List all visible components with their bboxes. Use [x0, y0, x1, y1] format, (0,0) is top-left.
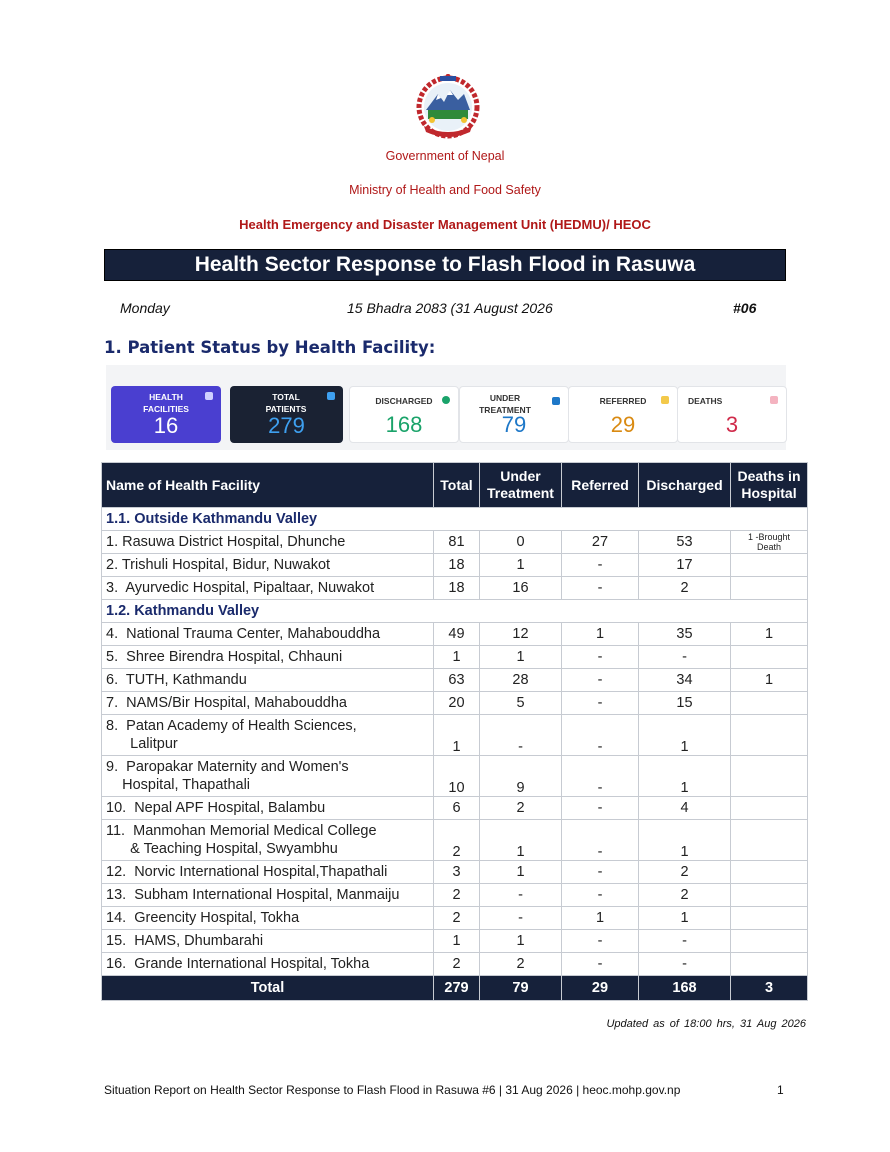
table-row	[102, 623, 808, 646]
card-under-treatment	[459, 386, 569, 443]
table-row	[102, 797, 808, 820]
cell-discharged: 17	[639, 554, 731, 577]
table-row	[102, 692, 808, 715]
cell-discharged: 1	[639, 715, 731, 756]
cell-under: -	[480, 884, 562, 907]
col-header-deaths: Deaths in Hospital	[731, 463, 808, 508]
card-label: HEALTH FACILITIES	[143, 392, 189, 414]
patients-icon	[327, 392, 335, 400]
cell-total: 6	[434, 797, 480, 820]
cell-name: 11. Manmohan Memorial Medical College & Teaching Hospital, Swyambhu	[102, 820, 434, 861]
cell-referred: 1	[562, 623, 639, 646]
cell-total: 2	[434, 953, 480, 976]
cell-total: 18	[434, 554, 480, 577]
cell-total: 2	[434, 884, 480, 907]
nepal-emblem-logo	[410, 74, 486, 140]
cell-total: 63	[434, 669, 480, 692]
col-header-under-treatment: Under Treatment	[480, 463, 562, 508]
cell-total: 20	[434, 692, 480, 715]
cell-referred: -	[562, 669, 639, 692]
cell-referred: 1	[562, 907, 639, 930]
card-label: TOTAL PATIENTS	[265, 392, 307, 414]
table-row	[102, 820, 808, 861]
cell-referred: -	[562, 861, 639, 884]
cell-deaths	[731, 930, 808, 953]
card-deaths	[677, 386, 787, 443]
cell-discharged: 34	[639, 669, 731, 692]
cell-discharged: 35	[639, 623, 731, 646]
cell-under: 16	[480, 577, 562, 600]
check-icon	[442, 396, 450, 404]
government-heading: Government of Nepal	[385, 149, 505, 163]
table-row	[102, 861, 808, 884]
cell-deaths	[731, 820, 808, 861]
section-row	[102, 508, 808, 531]
page-number: 1	[777, 1083, 784, 1097]
total-deaths: 3	[731, 976, 808, 1001]
page-footer: Situation Report on Health Sector Response to Flash Flood in Rasuwa #6 | 31 Aug 2026 | heoc.mohp.gov.np	[104, 1083, 681, 1097]
cell-discharged: 2	[639, 861, 731, 884]
cell-name: 2. Trishuli Hospital, Bidur, Nuwakot	[102, 554, 434, 577]
cell-discharged: 4	[639, 797, 731, 820]
col-header-total: Total	[434, 463, 480, 508]
section-title-cell: 1.2. Kathmandu Valley	[102, 600, 808, 623]
cell-deaths	[731, 861, 808, 884]
cell-deaths	[731, 646, 808, 669]
cell-referred: -	[562, 756, 639, 797]
cell-under: 12	[480, 623, 562, 646]
patient-status-table	[101, 462, 808, 1001]
cell-deaths	[731, 554, 808, 577]
building-icon	[205, 392, 213, 400]
table-row	[102, 577, 808, 600]
card-value: 79	[501, 412, 527, 437]
cell-under: 1	[480, 930, 562, 953]
card-value: 279	[268, 413, 305, 438]
cell-discharged: 1	[639, 820, 731, 861]
card-health-facilities	[111, 386, 221, 443]
unit-heading: Health Emergency and Disaster Management Unit (HEDMU)/ HEOC	[239, 217, 651, 232]
section-title-cell: 1.1. Outside Kathmandu Valley	[102, 508, 808, 531]
cell-total: 49	[434, 623, 480, 646]
col-header-referred: Referred	[562, 463, 639, 508]
cell-name: 10. Nepal APF Hospital, Balambu	[102, 797, 434, 820]
table-body	[102, 508, 808, 1001]
total-label: Total	[102, 976, 434, 1001]
cell-under: 5	[480, 692, 562, 715]
cell-name: 12. Norvic International Hospital,Thapathali	[102, 861, 434, 884]
cell-total: 2	[434, 907, 480, 930]
total-under-treatment: 79	[480, 976, 562, 1001]
cell-under: 2	[480, 953, 562, 976]
report-title-banner: Health Sector Response to Flash Flood in Rasuwa	[104, 249, 786, 281]
card-referred	[568, 386, 678, 443]
cell-name: 13. Subham International Hospital, Manmaiju	[102, 884, 434, 907]
cell-referred: -	[562, 930, 639, 953]
cell-name: 8. Patan Academy of Health Sciences, Lalitpur	[102, 715, 434, 756]
cell-total: 18	[434, 577, 480, 600]
cell-discharged: -	[639, 646, 731, 669]
referral-icon	[661, 396, 669, 404]
cell-total: 3	[434, 861, 480, 884]
cell-name: 6. TUTH, Kathmandu	[102, 669, 434, 692]
cell-discharged: -	[639, 930, 731, 953]
cell-under: -	[480, 907, 562, 930]
cell-referred: -	[562, 715, 639, 756]
card-discharged	[349, 386, 459, 443]
report-number: #06	[733, 300, 757, 316]
table-row	[102, 884, 808, 907]
table-header-row	[102, 463, 808, 508]
cell-name: 15. HAMS, Dhumbarahi	[102, 930, 434, 953]
cell-discharged: 1	[639, 907, 731, 930]
table-row	[102, 756, 808, 797]
cell-under: 1	[480, 646, 562, 669]
card-value: 16	[153, 413, 179, 438]
card-label: DISCHARGED	[375, 396, 433, 406]
table-row	[102, 953, 808, 976]
updated-note: Updated as of 18:00 hrs, 31 Aug 2026	[606, 1018, 806, 1030]
col-header-discharged: Discharged	[639, 463, 731, 508]
cell-deaths	[731, 715, 808, 756]
cell-discharged: 53	[639, 531, 731, 554]
cell-deaths: 1 -Brought Death	[731, 531, 808, 554]
table-row	[102, 554, 808, 577]
cell-total: 1	[434, 646, 480, 669]
cell-deaths	[731, 577, 808, 600]
cell-total: 10	[434, 756, 480, 797]
cell-under: 1	[480, 554, 562, 577]
cell-total: 81	[434, 531, 480, 554]
cell-name: 4. National Trauma Center, Mahabouddha	[102, 623, 434, 646]
cell-deaths	[731, 797, 808, 820]
summary-cards	[106, 365, 786, 450]
section-title: 1. Patient Status by Health Facility:	[104, 338, 436, 357]
cell-name: 7. NAMS/Bir Hospital, Mahabouddha	[102, 692, 434, 715]
cell-under: -	[480, 715, 562, 756]
total-count: 279	[434, 976, 480, 1001]
treatment-icon	[552, 397, 560, 405]
cell-referred: -	[562, 692, 639, 715]
cell-discharged: -	[639, 953, 731, 976]
cell-discharged: 2	[639, 884, 731, 907]
card-value: 29	[610, 412, 636, 437]
heart-icon	[770, 396, 778, 404]
cell-deaths	[731, 907, 808, 930]
report-day: Monday	[120, 300, 170, 316]
col-header-name: Name of Health Facility	[102, 463, 434, 508]
cell-referred: -	[562, 797, 639, 820]
ministry-heading: Ministry of Health and Food Safety	[349, 183, 541, 197]
cell-name: 1. Rasuwa District Hospital, Dhunche	[102, 531, 434, 554]
cell-under: 28	[480, 669, 562, 692]
cell-under: 9	[480, 756, 562, 797]
cell-discharged: 15	[639, 692, 731, 715]
cell-deaths	[731, 692, 808, 715]
cell-discharged: 1	[639, 756, 731, 797]
table-row	[102, 907, 808, 930]
table-row	[102, 930, 808, 953]
cell-under: 0	[480, 531, 562, 554]
cell-deaths	[731, 884, 808, 907]
card-value: 168	[385, 412, 423, 437]
cell-name: 9. Paropakar Maternity and Women's Hospital, Thapathali	[102, 756, 434, 797]
table-row	[102, 715, 808, 756]
cell-under: 2	[480, 797, 562, 820]
card-label: UNDER TREATMENT	[479, 393, 531, 415]
table-row	[102, 646, 808, 669]
cell-name: 5. Shree Birendra Hospital, Chhauni	[102, 646, 434, 669]
report-date: 15 Bhadra 2083 (31 August 2026	[347, 300, 553, 316]
section-row	[102, 600, 808, 623]
total-row	[102, 976, 808, 1001]
cell-total: 2	[434, 820, 480, 861]
cell-referred: -	[562, 554, 639, 577]
cell-under: 1	[480, 861, 562, 884]
cell-name: 16. Grande International Hospital, Tokha	[102, 953, 434, 976]
cell-referred: -	[562, 820, 639, 861]
card-label: DEATHS	[688, 396, 723, 406]
card-value: 3	[725, 412, 739, 437]
cell-total: 1	[434, 930, 480, 953]
table-row	[102, 531, 808, 554]
total-discharged: 168	[639, 976, 731, 1001]
cell-referred: -	[562, 577, 639, 600]
card-total-patients	[230, 386, 343, 443]
total-referred: 29	[562, 976, 639, 1001]
cell-deaths: 1	[731, 669, 808, 692]
cell-discharged: 2	[639, 577, 731, 600]
cell-under: 1	[480, 820, 562, 861]
cell-deaths: 1	[731, 623, 808, 646]
cell-referred: -	[562, 953, 639, 976]
cell-total: 1	[434, 715, 480, 756]
cell-referred: -	[562, 646, 639, 669]
cell-deaths	[731, 953, 808, 976]
card-label: REFERRED	[599, 396, 647, 406]
cell-referred: -	[562, 884, 639, 907]
cell-referred: 27	[562, 531, 639, 554]
table-row	[102, 669, 808, 692]
cell-deaths	[731, 756, 808, 797]
cell-name: 14. Greencity Hospital, Tokha	[102, 907, 434, 930]
cell-name: 3. Ayurvedic Hospital, Pipaltaar, Nuwakot	[102, 577, 434, 600]
